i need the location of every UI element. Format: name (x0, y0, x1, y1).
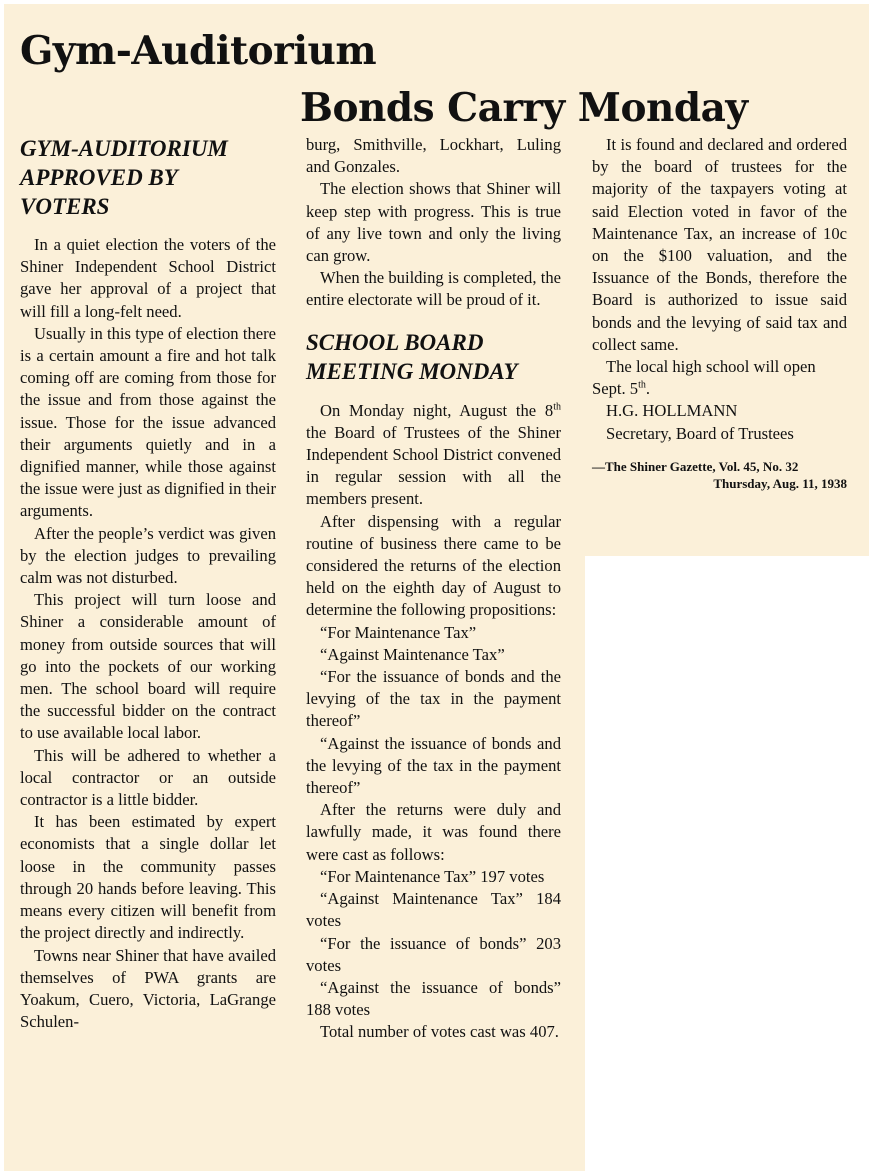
article-2-paragraph: It is found and declared and ordered by the board of trustees for the majority of the taxpayers voting at said Election voted in favor of the Maintenance Tax, an increase of 10c on the $100 valuation, and the Issuance of the Bonds, therefore the Board is authorized to issue said bonds and the levying of said tax and collect same. (592, 135, 847, 354)
headline-line-1: Gym-Auditorium (20, 28, 377, 74)
article-2-heading-line: SCHOOL BOARD (306, 329, 484, 355)
article-1-heading-line: APPROVED BY (20, 165, 178, 190)
article-1-paragraph: In a quiet election the voters of the Shiner Independent School District gave her approval of a project that will fill a long-felt need. (20, 235, 276, 321)
article-1-paragraph: This will be adhered to whether a local contractor or an outside contractor is a little bidder. (20, 745, 276, 810)
article-2-paragraph: “For Maintenance Tax” 197 votes (320, 866, 545, 886)
article-2-paragraph: “Against the issuance of bonds” 188 votes (306, 977, 561, 1020)
article-2-paragraph: “Against Maintenance Tax” 184 votes (306, 889, 561, 931)
article-1-heading-line: GYM-AUDITORIUM (20, 136, 228, 161)
article-1-paragraph: Towns near Shiner that have availed themselves of PWA grants are Yoakum, Cuero, Victoria, LaGrange Schulen- (20, 945, 276, 1032)
article-2-paragraph: Total number of votes cast was 407. (320, 1022, 559, 1042)
article-1-paragraph: This project will turn loose and Shiner a considerable amount of money from outside sources that will go into the pockets of our working men. The school board will require the successful bidder on the contract to use available local labor. (20, 590, 276, 743)
signer-name: H.G. HOLLMANN (606, 401, 738, 421)
article-2-paragraph: After the returns were duly and lawfully made, it was found there were cast as follows: (306, 800, 561, 864)
article-2-paragraph: “For the issuance of bonds” 203 votes (306, 933, 561, 975)
column-1 (20, 134, 276, 1033)
headline-line-2: Bonds Carry Monday (300, 85, 748, 131)
article-1-paragraph: After the people’s verdict was given by the election judges to prevailing calm was not disturbed. (20, 523, 276, 588)
article-1-heading (20, 134, 276, 221)
source-citation (592, 458, 847, 492)
article-1-paragraph: It has been estimated by expert economists that a single dollar let loose in the community passes through 20 hands before leaving. This means every citizen will benefit from the project directly and indirectly. (20, 812, 276, 943)
source-line-2: Thursday, Aug. 11, 1938 (713, 475, 847, 491)
article-1-paragraph: burg, Smithville, Lockhart, Luling and Gonzales. (306, 135, 561, 177)
source-line-1: —The Shiner Gazette, Vol. 45, No. 32 (592, 458, 799, 474)
article-2-heading-line: MEETING MONDAY (306, 358, 518, 384)
article-2-paragraph: “For Maintenance Tax” (320, 622, 477, 642)
article-2-paragraph: “Against Maintenance Tax” (320, 644, 505, 664)
article-2-paragraph: “Against the issuance of bonds and the levying of the tax in the payment thereof” (306, 733, 561, 798)
article-2-paragraph: After dispensing with a regular routine of business there came to be considered the returns of the election held on the eighth day of August to determine the following propositions: (306, 511, 561, 620)
column-2 (306, 134, 561, 1044)
column-3 (592, 134, 847, 492)
article-1-paragraph: The election shows that Shiner will keep step with progress. This is true of any live town and only the living can grow. (306, 179, 561, 266)
article-2-heading (306, 328, 561, 386)
article-2-paragraph: “For the issuance of bonds and the levying of the tax in the payment thereof” (306, 667, 561, 731)
article-2-opening-date: The local high school will open Sept. 5th. (592, 357, 816, 399)
signer-title: Secretary, Board of Trustees (606, 423, 794, 443)
article-1-paragraph: Usually in this type of election there is a certain amount a fire and hot talk coming off are coming from those for the issue and from those against the issue. Those for the issue advanced their arguments quietly and in a dignified manner, while those against the issue were just as dignified in their arguments. (20, 323, 276, 521)
article-1-paragraph: When the building is completed, the entire electorate will be proud of it. (306, 268, 561, 310)
article-2-opening-paragraph: On Monday night, August the 8th the Board of Trustees of the Shiner Independent School District convened in regular session with all the members present. (306, 400, 561, 509)
article-1-heading-line: VOTERS (20, 194, 110, 219)
